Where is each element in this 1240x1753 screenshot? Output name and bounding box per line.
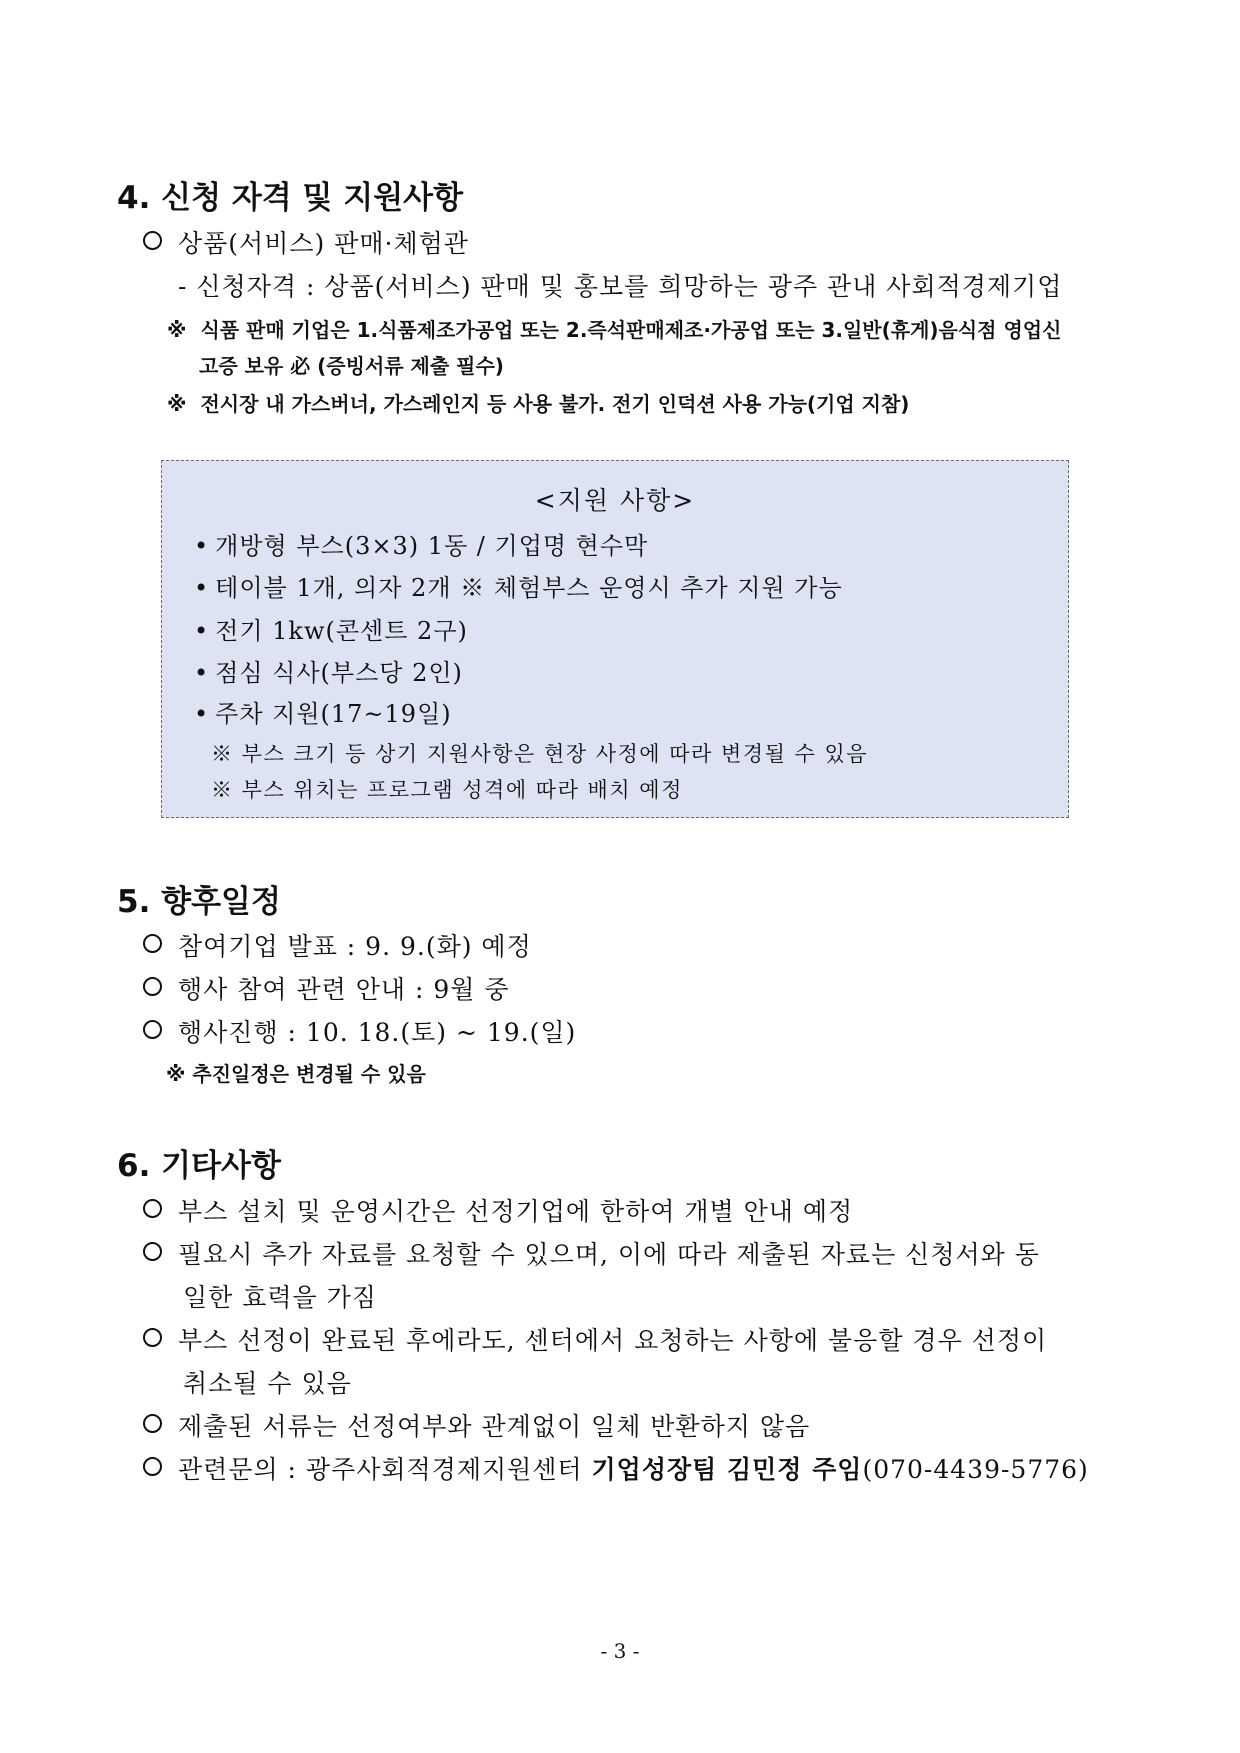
circle-bullet-icon <box>143 977 162 996</box>
contact-prefix: 관련문의 : 광주사회적경제지원센터 <box>178 1455 592 1484</box>
qualification-line: - 신청자격 : 상품(서비스) 판매 및 홍보를 희망하는 광주 관내 사회적경제기업 <box>178 272 1063 301</box>
item-text: 행사진행 : 10. 18.(토) ~ 19.(일) <box>178 1018 577 1047</box>
circle-bullet-icon <box>143 1328 162 1347</box>
schedule-note: ※ 추진일정은 변경될 수 있음 <box>166 1062 426 1086</box>
note-food-license-cont: 고증 보유 必 (증빙서류 제출 필수) <box>199 354 504 378</box>
misc-item-cont: 취소될 수 있음 <box>183 1369 352 1398</box>
section-4-title: 4. 신청 자격 및 지원사항 <box>117 180 464 216</box>
item-text: 부스 설치 및 운영시간은 선정기업에 한하여 개별 안내 예정 <box>178 1197 854 1226</box>
circle-bullet-icon <box>143 934 162 953</box>
item-text: 행사 참여 관련 안내 : 9월 중 <box>178 975 510 1004</box>
bullet-text: 점심 식사(부스당 2인) <box>215 659 463 687</box>
misc-item <box>143 1407 810 1443</box>
misc-item <box>143 1321 1047 1357</box>
section-4-item-sales <box>143 224 469 260</box>
bullet-dot-icon: • <box>194 532 210 560</box>
misc-item <box>143 1192 853 1228</box>
bullet-text: 전기 1kw(콘센트 2구) <box>215 617 468 645</box>
item-text: 참여기업 발표 : 9. 9.(화) 예정 <box>178 932 532 961</box>
circle-bullet-icon <box>143 1414 162 1433</box>
support-note: ※ 부스 위치는 프로그램 성격에 따라 배치 예정 <box>211 778 683 802</box>
circle-bullet-icon <box>143 231 162 250</box>
item-text: 상품(서비스) 판매·체험관 <box>178 229 469 258</box>
circle-bullet-icon <box>143 1020 162 1039</box>
note-text: 전시장 내 가스버너, 가스레인지 등 사용 불가. 전기 인덕션 사용 가능(기업 지참) <box>200 392 910 416</box>
contact-person: 기업성장팀 김민정 주임 <box>591 1455 863 1484</box>
circle-bullet-icon <box>143 1242 162 1261</box>
bullet-dot-icon: • <box>194 574 210 602</box>
bullet-text: 주차 지원(17~19일) <box>215 700 452 728</box>
section-6-title: 6. 기타사항 <box>117 1148 281 1184</box>
support-box <box>161 460 1069 818</box>
contact-item <box>143 1450 1089 1486</box>
reference-mark-icon: ※ <box>167 318 187 342</box>
item-text: 부스 선정이 완료된 후에라도, 센터에서 요청하는 사항에 불응할 경우 선정이 <box>178 1326 1048 1355</box>
item-text: 제출된 서류는 선정여부와 관계없이 일체 반환하지 않음 <box>178 1412 811 1441</box>
support-bullet <box>194 653 463 688</box>
support-bullet <box>194 526 648 561</box>
reference-mark-icon: ※ <box>167 392 187 416</box>
item-text: 필요시 추가 자료를 요청할 수 있으며, 이에 따라 제출된 자료는 신청서와 동 <box>178 1240 1040 1269</box>
bullet-text: 개방형 부스(3×3) 1동 / 기업명 현수막 <box>215 532 649 560</box>
misc-item <box>143 1235 1040 1271</box>
note-text: 식품 판매 기업은 1.식품제조가공업 또는 2.즉석판매제조·가공업 또는 3.일반(휴게)음식점 영업신 <box>200 318 1062 342</box>
circle-bullet-icon <box>143 1199 162 1218</box>
bullet-text: 테이블 1개, 의자 2개 ※ 체험부스 운영시 추가 지원 가능 <box>215 574 843 602</box>
misc-item-cont: 일한 효력을 가짐 <box>183 1283 377 1312</box>
support-bullet <box>194 568 843 603</box>
note-food-license <box>167 314 1061 343</box>
schedule-item <box>143 927 532 963</box>
support-bullet <box>194 694 452 729</box>
support-bullet <box>194 611 468 646</box>
support-box-title: <지원 사항> <box>534 486 696 515</box>
section-5-title: 5. 향후일정 <box>117 884 281 920</box>
support-note: ※ 부스 크기 등 상기 지원사항은 현장 사정에 따라 변경될 수 있음 <box>211 742 869 766</box>
contact-phone: (070-4439-5776) <box>862 1455 1089 1484</box>
bullet-dot-icon: • <box>194 617 210 645</box>
note-gas-usage <box>167 388 909 417</box>
bullet-dot-icon: • <box>194 700 210 728</box>
page-number: - 3 - <box>600 1639 640 1663</box>
schedule-item <box>143 970 510 1006</box>
bullet-dot-icon: • <box>194 659 210 687</box>
schedule-item <box>143 1013 576 1049</box>
circle-bullet-icon <box>143 1457 162 1476</box>
